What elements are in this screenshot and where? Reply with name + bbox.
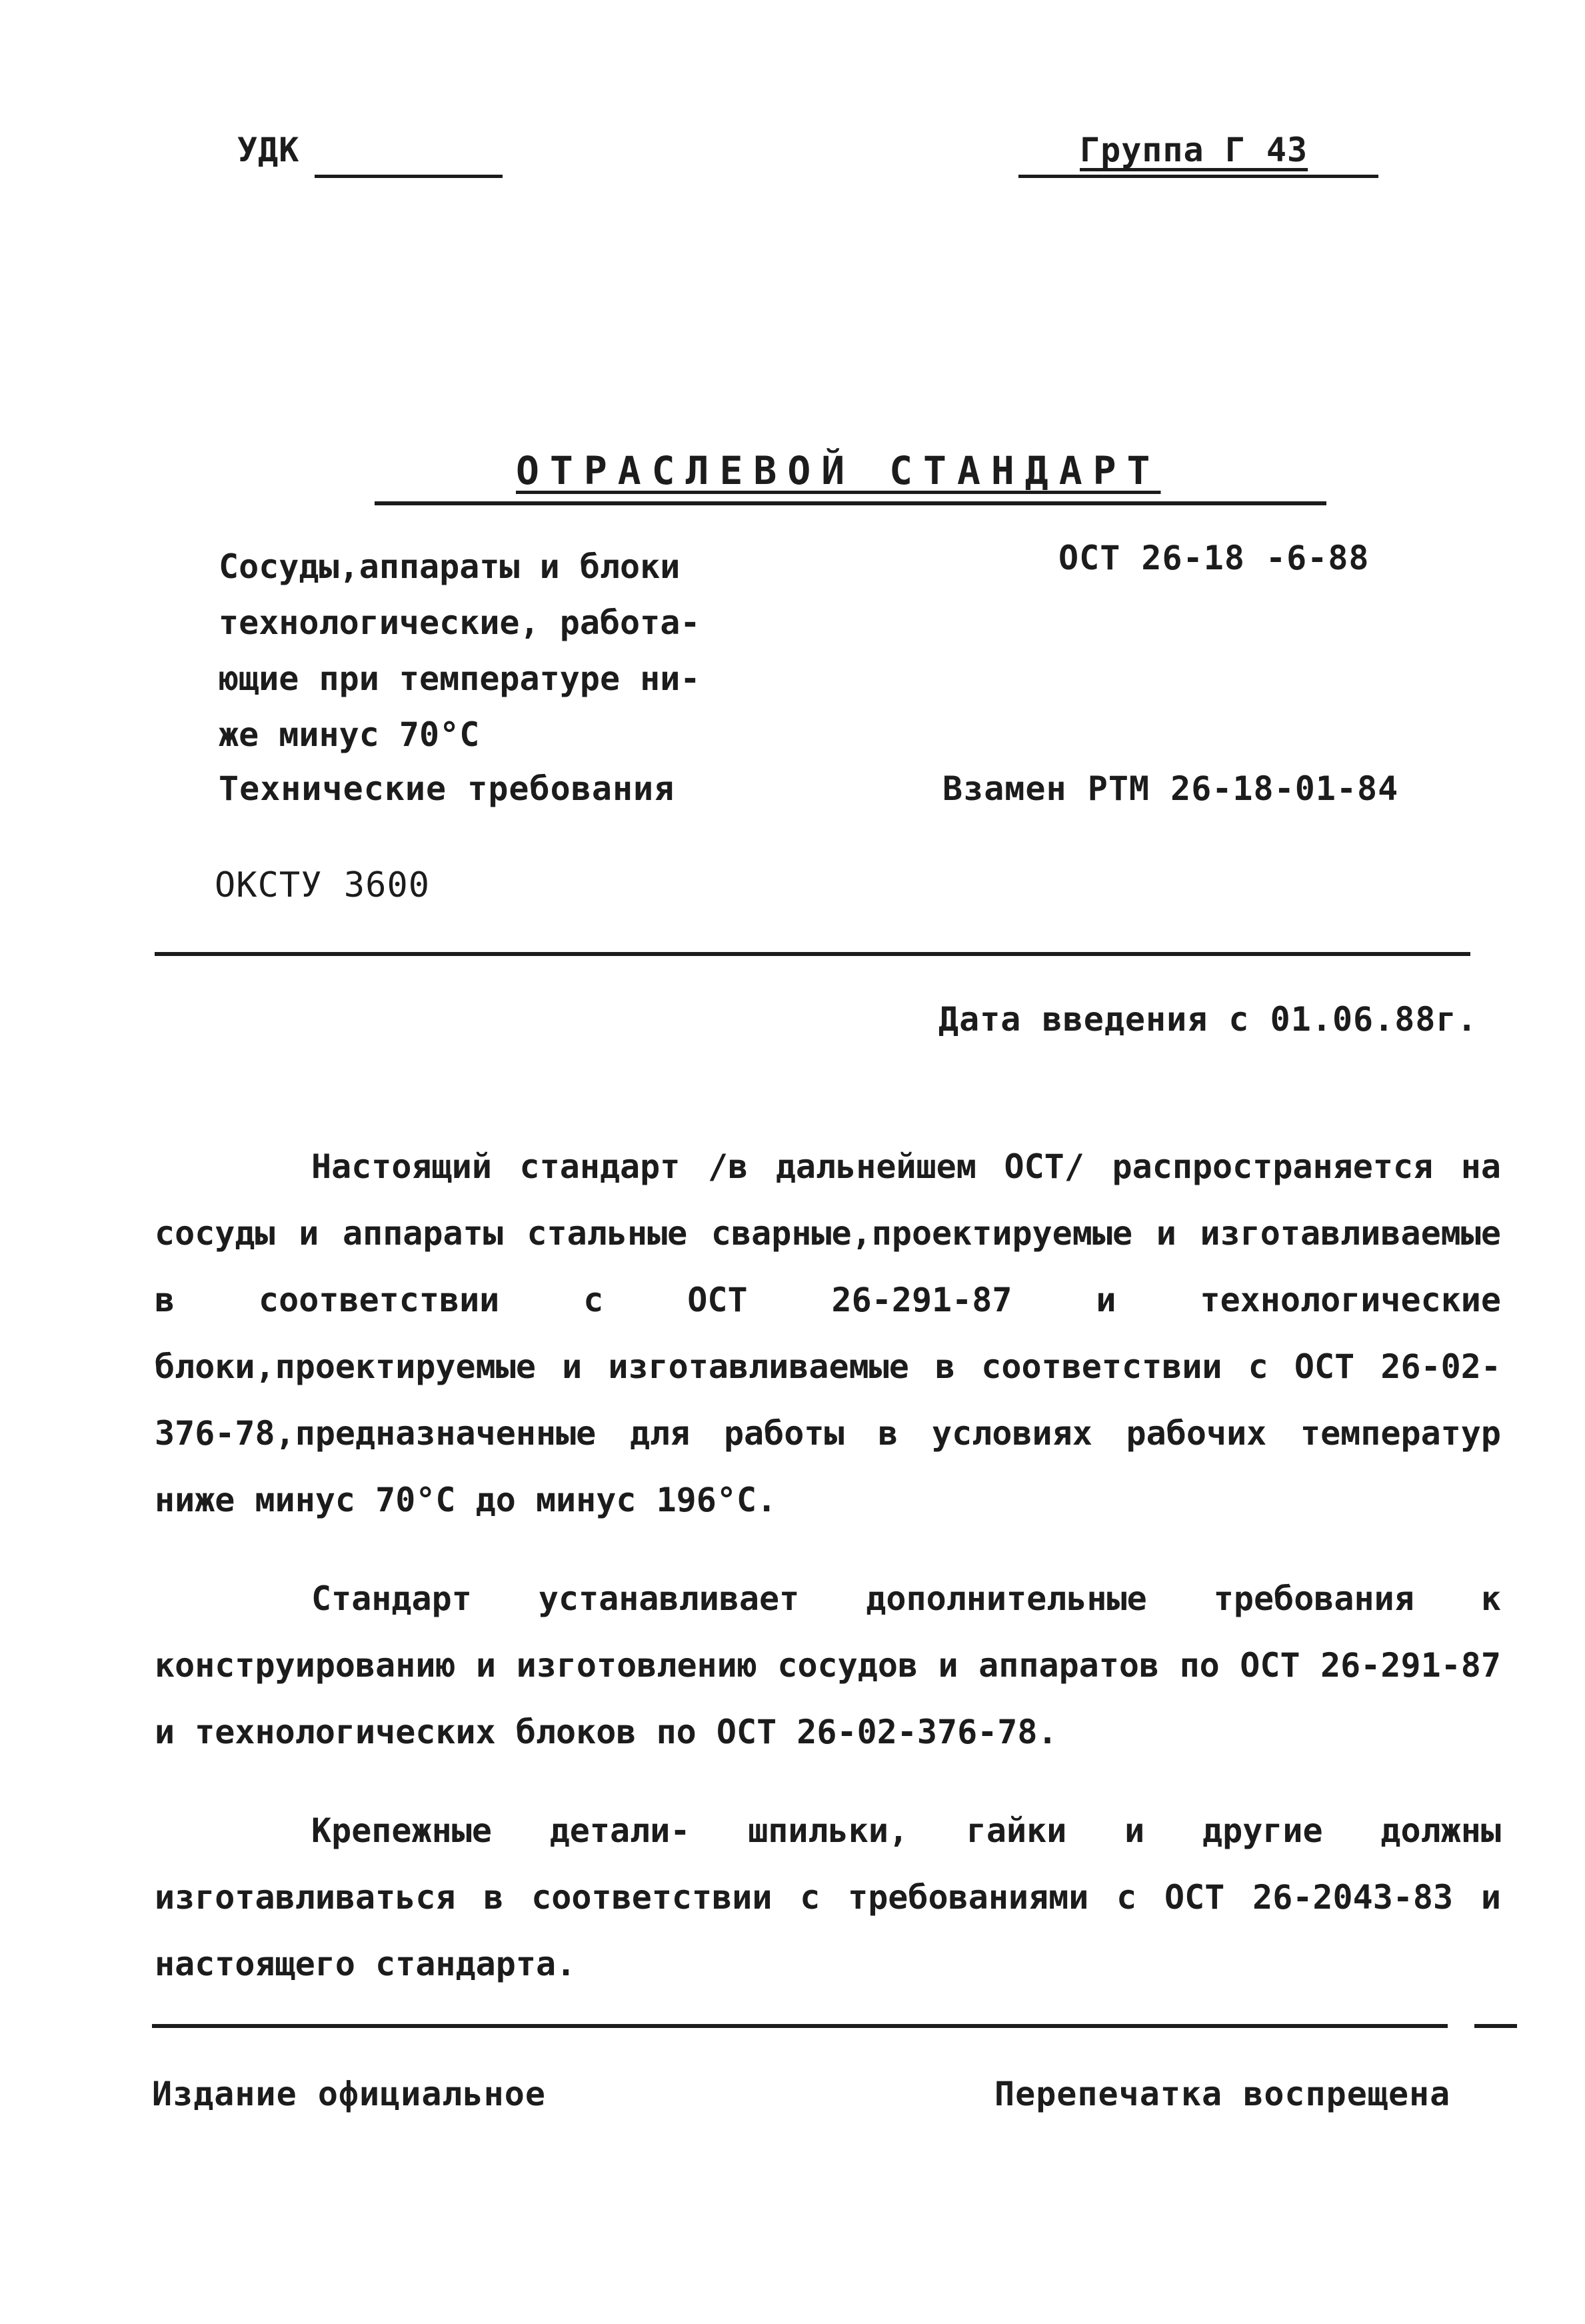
footer-reprint-prohibited: Перепечатка воспрещена: [994, 2075, 1451, 2113]
udk-blank-field: [315, 175, 503, 178]
footer-separator-tail: [1474, 2024, 1517, 2028]
body-text: [155, 1133, 1501, 1997]
heading-underline: [375, 501, 1326, 505]
footer-separator: [152, 2024, 1448, 2028]
paragraph-requirements: Стандарт устанавливает дополнительные требования к конструированию и изготовлению сосудов и аппаратов по ОСТ 26-291-87 и технологических блоков по ОСТ 26-02-376-78.: [155, 1579, 1501, 1751]
paragraph-scope: Настоящий стандарт /в дальнейшем ОСТ/ распространяется на сосуды и аппараты стальные сварные,проектируемые и изготавливаемые в соответствии с ОСТ 26-291-87 и технологические блоки,проектируемые и изготавливаемые в соответствии с ОСТ 26-02-376-78,предназначенные для работы в условиях рабочих температур ниже минус 70°С до минус 196°С.: [155, 1147, 1501, 1519]
okstu-code: ОКСТУ 3600: [215, 865, 431, 905]
group-underline: [1018, 175, 1378, 178]
replaces-note: Взамен РТМ 26-18-01-84: [942, 769, 1399, 808]
introduction-date: Дата введения с 01.06.88г.: [938, 1000, 1478, 1039]
document-type: Технические требования: [219, 769, 675, 808]
standard-number: ОСТ 26-18 -6-88: [1058, 539, 1370, 577]
paragraph-fasteners: Крепежные детали- шпильки, гайки и другие должны изготавливаться в соответствии с требованиями с ОСТ 26-2043-83 и настоящего стандарта.: [155, 1811, 1501, 1983]
footer-official-edition: Издание официальное: [152, 2075, 546, 2113]
group-label: Группа Г 43: [1080, 131, 1308, 169]
header-separator: [155, 952, 1470, 956]
standard-subject: Сосуды,аппараты и блоки технологические, работа- ющие при температуре ни- же минус 70°С: [219, 547, 701, 754]
udk-label: УДК: [237, 131, 300, 169]
standard-heading: ОТРАСЛЕВОЙ СТАНДАРТ: [516, 448, 1161, 493]
